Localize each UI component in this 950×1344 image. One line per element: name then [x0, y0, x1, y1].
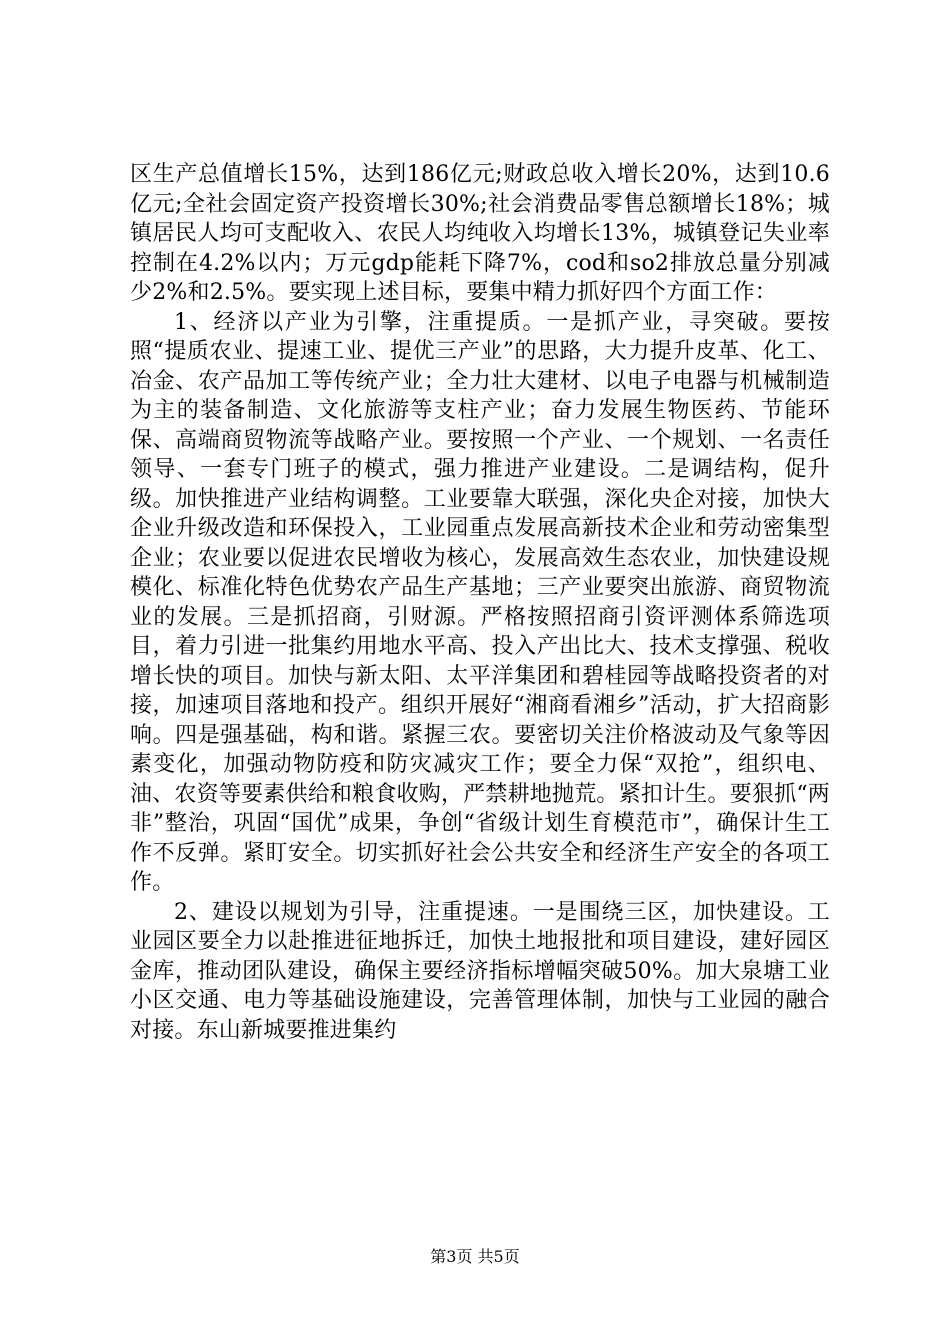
paragraph-targets: 区生产总值增长15%，达到186亿元;财政总收入增长20%，达到10.6亿元;全社会固定资产投资增长30%;社会消费品零售总额增长18%；城镇居民人均可支配收入、农民人均纯收入均增长13%，城镇登记失业率控制在4.2%以内；万元gdp能耗下降7%，cod和so2排放总量分别减少2%和2.5%。要实现上述目标，要集中精力抓好四个方面工作：: [130, 162, 830, 305]
paragraph-economy: 1、经济以产业为引擎，注重提质。一是抓产业，寻突破。要按照“提质农业、提速工业、提优三产业”的思路，大力提升皮革、化工、冶金、农产品加工等传统产业；全力壮大建材、以电子电器与机械制造为主的装备制造、文化旅游等支柱产业；奋力发展生物医药、节能环保、高端商贸物流等战略产业。要按照一个产业、一个规划、一名责任领导、一套专门班子的模式，强力推进产业建设。二是调结构，促升级。加快推进产业结构调整。工业要靠大联强，深化央企对接，加快大企业升级改造和环保投入，工业园重点发展高新技术企业和劳动密集型企业；农业要以促进农民增收为核心，发展高效生态农业，加快建设规模化、标准化特色优势农产品生产基地；三产业要突出旅游、商贸物流业的发展。三是抓招商，引财源。严格按照招商引资评测体系筛选项目，着力引进一批集约用地水平高、投入产出比大、技术支撑强、税收增长快的项目。加快与新太阳、太平洋集团和碧桂园等战略投资者的对接，加速项目落地和投产。组织开展好“湘商看湘乡”活动，扩大招商影响。四是强基础，构和谐。紧握三农。要密切关注价格波动及气象等因素变化，加强动物防疫和防灾减灾工作；要全力保“双抢”，组织电、油、农资等要素供给和粮食收购，严禁耕地抛荒。紧扣计生。要狠抓“两非”整治，巩固“国优”成果，争创“省级计划生育模范市”，确保计生工作不反弹。紧盯安全。切实抓好社会公共安全和经济生产安全的各项工作。: [130, 309, 830, 895]
page-number-footer: 第3页 共5页: [430, 1247, 520, 1266]
paragraph-construction: 2、建设以规划为引导，注重提速。一是围绕三区，加快建设。工业园区要全力以赴推进征地拆迁，加快土地报批和项目建设，建好园区金库，推动团队建设，确保主要经济指标增幅突破50%。加大泉塘工业小区交通、电力等基础设施建设，完善管理体制，加快与工业园的融合对接。东山新城要推进集约: [130, 899, 830, 1043]
document-body: [130, 160, 830, 1045]
